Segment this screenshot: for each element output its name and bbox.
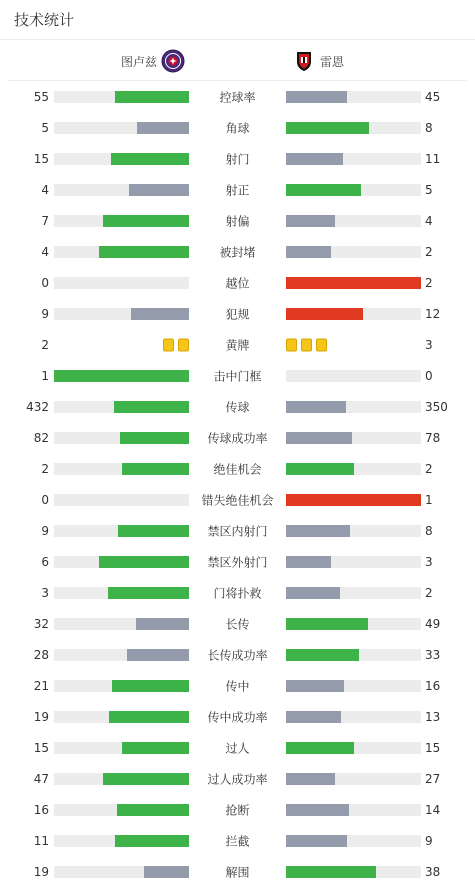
stat-label: 抢断 — [225, 803, 250, 817]
home-stat-bar-fill — [136, 618, 189, 630]
stat-row — [0, 794, 475, 825]
away-stat-bar — [286, 773, 421, 785]
home-stat-bar — [54, 277, 189, 289]
away-stat-bar-fill — [286, 525, 350, 537]
rennes-logo-icon — [292, 49, 316, 73]
home-stat-bar — [54, 587, 189, 599]
away-stat-bar-fill — [286, 184, 361, 196]
away-stat-value: 38 — [425, 864, 441, 879]
away-stat-bar-fill — [286, 432, 352, 444]
home-stat-bar-fill — [122, 463, 190, 475]
stat-row — [0, 763, 475, 794]
home-stat-value: 2 — [41, 337, 49, 352]
home-stat-bar-fill — [120, 432, 189, 444]
yellow-card-icon — [178, 338, 189, 351]
stat-row — [0, 422, 475, 453]
stat-row — [0, 112, 475, 143]
home-stat-value: 19 — [33, 709, 49, 724]
away-stat-value: 16 — [425, 678, 441, 693]
home-stat-bar — [54, 370, 189, 382]
stat-row — [0, 670, 475, 701]
stat-row — [0, 701, 475, 732]
stat-label: 长传成功率 — [207, 648, 268, 662]
home-stat-bar-fill — [99, 556, 189, 568]
stat-row — [0, 825, 475, 856]
home-stat-bar — [54, 122, 189, 134]
home-stat-value: 4 — [41, 244, 49, 259]
away-stat-value: 11 — [425, 151, 441, 166]
away-stat-bar — [286, 401, 421, 413]
home-stat-value: 2 — [41, 461, 49, 476]
stat-row — [0, 453, 475, 484]
home-stat-bar-fill — [118, 525, 189, 537]
away-stat-bar-fill — [286, 804, 349, 816]
home-stat-bar-fill — [103, 773, 189, 785]
away-stat-value: 45 — [425, 89, 441, 104]
home-stat-bar-fill — [54, 370, 189, 382]
home-stat-bar-fill — [114, 401, 189, 413]
away-yellow-cards — [286, 338, 327, 351]
home-stat-value: 19 — [33, 864, 49, 879]
away-stat-value: 1 — [425, 492, 433, 507]
away-stat-bar — [286, 153, 421, 165]
home-stat-bar — [54, 525, 189, 537]
away-team-name: 雷恩 — [320, 54, 345, 69]
stat-label: 传中 — [225, 679, 250, 693]
home-stat-bar — [54, 184, 189, 196]
home-stat-bar — [54, 649, 189, 661]
away-stat-value: 78 — [425, 430, 441, 445]
away-stat-value: 5 — [425, 182, 433, 197]
stat-label: 绝佳机会 — [213, 462, 262, 476]
away-stat-bar — [286, 525, 421, 537]
away-stat-bar-fill — [286, 742, 354, 754]
stat-label: 解围 — [225, 865, 250, 879]
away-stat-bar — [286, 246, 421, 258]
stat-label: 控球率 — [219, 90, 256, 104]
away-stat-bar — [286, 432, 421, 444]
home-stat-bar — [54, 804, 189, 816]
home-stat-bar-fill — [112, 680, 189, 692]
home-stat-value: 15 — [33, 740, 49, 755]
away-stat-bar-fill — [286, 277, 421, 289]
stat-label: 射偏 — [225, 214, 250, 228]
away-stat-bar-fill — [286, 866, 376, 878]
teams-header — [8, 40, 467, 81]
home-stat-bar — [54, 494, 189, 506]
home-stat-value: 32 — [33, 616, 49, 631]
away-stat-bar-fill — [286, 773, 335, 785]
home-stat-bar — [54, 308, 189, 320]
away-stat-value: 2 — [425, 461, 433, 476]
home-yellow-cards — [163, 338, 189, 351]
home-stat-value: 16 — [33, 802, 49, 817]
stat-label: 错失绝佳机会 — [201, 493, 274, 507]
away-stat-bar — [286, 835, 421, 847]
stat-row — [0, 81, 475, 112]
home-stat-bar-fill — [103, 215, 189, 227]
home-stat-bar-fill — [127, 649, 189, 661]
home-stat-bar — [54, 835, 189, 847]
home-stat-value: 55 — [33, 89, 49, 104]
away-stat-bar — [286, 215, 421, 227]
home-stat-bar-fill — [131, 308, 189, 320]
home-stat-value: 21 — [33, 678, 49, 693]
stat-label: 禁区外射门 — [207, 555, 268, 569]
stat-label: 传中成功率 — [207, 710, 268, 724]
away-stat-bar — [286, 277, 421, 289]
home-stat-value: 4 — [41, 182, 49, 197]
away-stat-bar-fill — [286, 711, 341, 723]
home-stat-bar-fill — [117, 804, 189, 816]
stat-label: 传球成功率 — [207, 431, 268, 445]
stat-row — [0, 484, 475, 515]
stat-row — [0, 360, 475, 391]
away-stat-value: 12 — [425, 306, 441, 321]
away-stat-bar-fill — [286, 401, 346, 413]
stat-row — [0, 143, 475, 174]
stat-label: 门将扑救 — [213, 586, 262, 600]
home-stat-value: 9 — [41, 523, 49, 538]
away-stat-value: 49 — [425, 616, 441, 631]
away-stat-bar — [286, 370, 421, 382]
away-stat-bar — [286, 463, 421, 475]
away-stat-bar-fill — [286, 587, 340, 599]
away-stat-bar — [286, 680, 421, 692]
stat-row — [0, 732, 475, 763]
away-stat-bar-fill — [286, 246, 331, 258]
stat-label: 被封堵 — [219, 245, 256, 259]
stat-label: 传球 — [225, 400, 250, 414]
home-stat-bar-fill — [99, 246, 189, 258]
away-stat-bar-fill — [286, 91, 347, 103]
stat-label: 角球 — [225, 121, 250, 135]
stat-label: 射正 — [225, 183, 250, 197]
away-stat-bar — [286, 587, 421, 599]
away-stat-bar-fill — [286, 835, 347, 847]
away-stat-bar — [286, 308, 421, 320]
away-stat-bar-fill — [286, 463, 354, 475]
home-stat-bar-fill — [137, 122, 189, 134]
stat-label: 禁区内射门 — [207, 524, 268, 538]
home-stat-value: 11 — [33, 833, 49, 848]
home-stat-bar-fill — [122, 742, 190, 754]
stat-label: 黄牌 — [225, 338, 250, 352]
away-stat-value: 0 — [425, 368, 433, 383]
away-stat-value: 8 — [425, 120, 433, 135]
away-stat-bar — [286, 804, 421, 816]
stat-label: 射门 — [225, 152, 250, 166]
stat-row — [0, 236, 475, 267]
home-stat-bar — [54, 680, 189, 692]
home-stat-bar — [54, 742, 189, 754]
away-stat-value: 4 — [425, 213, 433, 228]
stat-row — [0, 298, 475, 329]
away-stat-bar-fill — [286, 680, 344, 692]
stat-row — [0, 639, 475, 670]
home-stat-value: 1 — [41, 368, 49, 383]
stat-row — [0, 577, 475, 608]
home-stat-bar — [54, 246, 189, 258]
away-stat-value: 15 — [425, 740, 441, 755]
stats-list — [0, 81, 475, 887]
home-stat-bar-fill — [109, 711, 189, 723]
home-stat-bar-fill — [144, 866, 189, 878]
away-stat-value: 9 — [425, 833, 433, 848]
away-stat-value: 3 — [425, 554, 433, 569]
stat-label: 拦截 — [225, 834, 250, 848]
away-stat-bar-fill — [286, 308, 363, 320]
home-stat-value: 15 — [33, 151, 49, 166]
home-stat-value: 28 — [33, 647, 49, 662]
stat-row — [0, 329, 475, 360]
home-stat-bar-fill — [129, 184, 189, 196]
away-stat-value: 14 — [425, 802, 441, 817]
away-stat-value: 3 — [425, 337, 433, 352]
home-stat-value: 432 — [26, 399, 49, 414]
home-stat-bar-fill — [111, 153, 189, 165]
page-title: 技术统计 — [0, 0, 475, 40]
stat-label: 过人成功率 — [207, 772, 268, 786]
away-stat-bar-fill — [286, 122, 369, 134]
away-stat-bar — [286, 649, 421, 661]
home-stat-value: 6 — [41, 554, 49, 569]
away-stat-bar-fill — [286, 618, 368, 630]
home-stat-bar — [54, 432, 189, 444]
home-stat-value: 0 — [41, 492, 49, 507]
away-stat-bar-fill — [286, 649, 359, 661]
away-stat-bar — [286, 122, 421, 134]
away-stat-bar — [286, 866, 421, 878]
home-stat-bar — [54, 153, 189, 165]
away-stat-bar — [286, 91, 421, 103]
stat-row — [0, 515, 475, 546]
home-stat-value: 82 — [33, 430, 49, 445]
away-stat-value: 350 — [425, 399, 448, 414]
home-stat-value: 3 — [41, 585, 49, 600]
away-stat-value: 27 — [425, 771, 441, 786]
stat-row — [0, 546, 475, 577]
away-stat-bar — [286, 494, 421, 506]
away-stat-bar — [286, 556, 421, 568]
home-team-name: 图卢兹 — [120, 54, 157, 69]
home-stat-bar-fill — [108, 587, 189, 599]
home-stat-bar — [54, 618, 189, 630]
away-stat-bar-fill — [286, 494, 421, 506]
home-stat-bar-fill — [115, 835, 189, 847]
stat-row — [0, 205, 475, 236]
away-stat-value: 2 — [425, 585, 433, 600]
stat-label: 长传 — [225, 617, 250, 631]
yellow-card-icon — [163, 338, 174, 351]
stat-row — [0, 608, 475, 639]
home-stat-bar — [54, 773, 189, 785]
home-stat-value: 0 — [41, 275, 49, 290]
away-team[interactable] — [292, 49, 344, 73]
away-stat-bar — [286, 742, 421, 754]
home-team[interactable] — [121, 49, 185, 73]
stat-label: 犯规 — [225, 307, 250, 321]
away-stat-bar-fill — [286, 153, 343, 165]
yellow-card-icon — [316, 338, 327, 351]
yellow-card-icon — [286, 338, 297, 351]
home-stat-value: 9 — [41, 306, 49, 321]
stat-row — [0, 391, 475, 422]
stat-label: 越位 — [225, 276, 250, 290]
stat-label: 击中门框 — [213, 369, 262, 383]
away-stat-bar-fill — [286, 215, 335, 227]
toulouse-logo-icon — [161, 49, 185, 73]
stat-row — [0, 174, 475, 205]
away-stat-bar — [286, 618, 421, 630]
home-stat-value: 47 — [33, 771, 49, 786]
home-stat-bar — [54, 401, 189, 413]
stat-row — [0, 267, 475, 298]
away-stat-value: 13 — [425, 709, 441, 724]
home-stat-bar — [54, 91, 189, 103]
home-stat-value: 7 — [41, 213, 49, 228]
yellow-card-icon — [301, 338, 312, 351]
away-stat-value: 2 — [425, 244, 433, 259]
home-stat-bar — [54, 215, 189, 227]
home-stat-bar-fill — [115, 91, 189, 103]
away-stat-bar — [286, 711, 421, 723]
away-stat-value: 33 — [425, 647, 441, 662]
away-stat-value: 2 — [425, 275, 433, 290]
away-stat-value: 8 — [425, 523, 433, 538]
stat-row — [0, 856, 475, 887]
home-stat-bar — [54, 463, 189, 475]
away-stat-bar — [286, 184, 421, 196]
home-stat-bar — [54, 556, 189, 568]
home-stat-value: 5 — [41, 120, 49, 135]
home-stat-bar — [54, 711, 189, 723]
stat-label: 过人 — [225, 741, 250, 755]
away-stat-bar-fill — [286, 556, 331, 568]
home-stat-bar — [54, 866, 189, 878]
